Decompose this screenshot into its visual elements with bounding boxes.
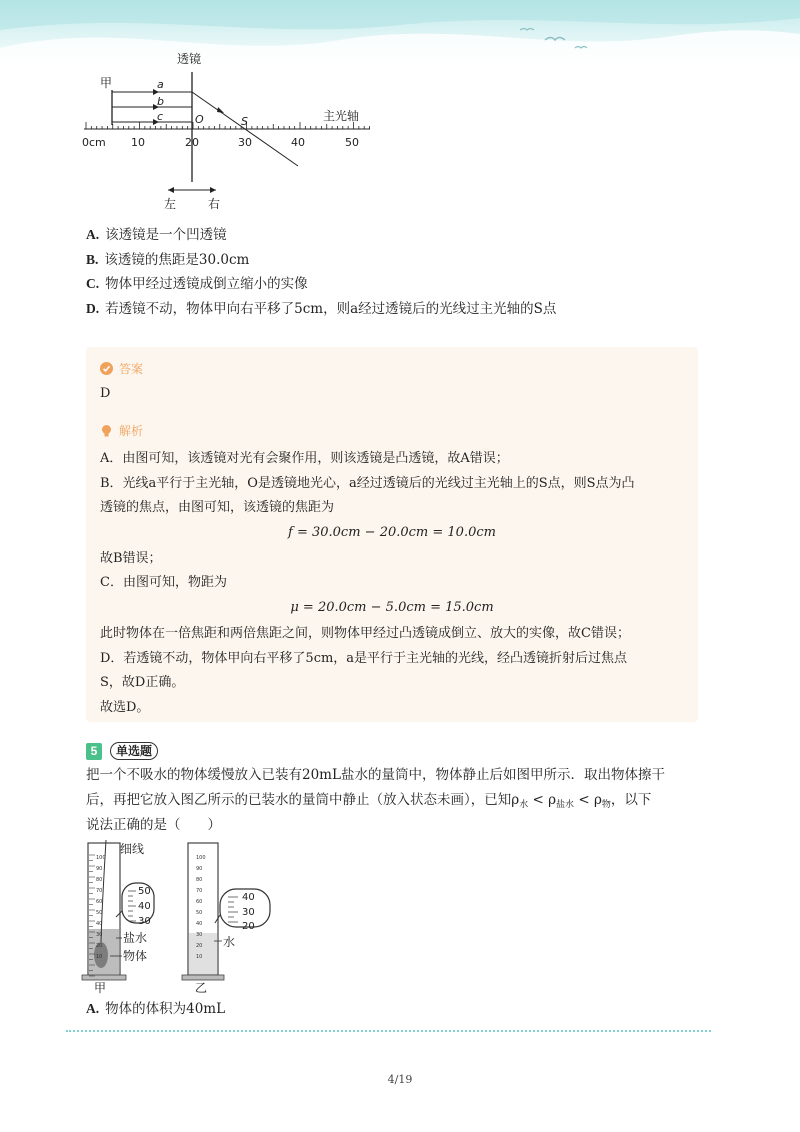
analysis-line: 此时物体在一倍焦距和两倍焦距之间，则物体甲经过凸透镜成倒立、放大的实像，故C错误； — [100, 626, 630, 641]
svg-text:30: 30 — [242, 907, 255, 918]
svg-text:40: 40 — [242, 892, 255, 903]
left-label: 左 — [164, 197, 177, 211]
svg-text:50: 50 — [96, 910, 103, 916]
analysis-line: 故B错误； — [100, 551, 162, 566]
object-label-2: 物体 — [123, 949, 148, 963]
svg-text:10: 10 — [96, 954, 103, 960]
option-c[interactable]: C. 物体甲经过透镜成倒立缩小的实像 — [86, 276, 308, 292]
check-icon — [100, 362, 113, 375]
tick-0: 0cm — [82, 136, 106, 149]
object-label: 甲 — [100, 76, 113, 90]
analysis-line: 透镜的焦点，由图可知，该透镜的焦距为 — [100, 500, 335, 515]
point-s: S — [241, 115, 248, 128]
question-text: 把一个不吸水的物体缓慢放入已装有20mL盐水的量筒中，物体静止后如图甲所示．取出物体擦干 — [86, 767, 665, 783]
svg-text:90: 90 — [96, 866, 103, 872]
svg-text:60: 60 — [96, 899, 103, 905]
svg-text:100: 100 — [196, 855, 206, 861]
answer-tag: 答案 — [100, 360, 143, 377]
ray-b-label: b — [157, 95, 164, 108]
analysis-line: B．光线a平行于主光轴，O是透镜地光心，a经过透镜后的光线过主光轴上的S点，则S点为凸 — [100, 476, 635, 491]
cylinder-right — [182, 843, 224, 980]
tick-10: 10 — [131, 136, 145, 149]
formula-focal: f = 30.0cm − 20.0cm = 10.0cm — [288, 525, 496, 540]
zoom-right — [215, 889, 270, 932]
thread-label: 细线 — [120, 842, 145, 856]
ray-c-label: c — [157, 110, 164, 123]
lightbulb-icon — [100, 424, 113, 438]
question-text: 说法正确的是（ ） — [86, 817, 221, 833]
lens-label: 透镜 — [177, 52, 202, 66]
footer-divider — [66, 1030, 711, 1032]
right-label: 右 — [208, 197, 221, 211]
tick-50: 50 — [345, 136, 359, 149]
option-a-q5[interactable]: A. 物体的体积为40mL — [86, 1001, 226, 1017]
lens-diagram — [78, 50, 378, 215]
svg-text:20: 20 — [96, 943, 103, 949]
question-text: 后，再把它放入图乙所示的已装水的量筒中静止（放入状态未画），已知$\rho_水 < \rho_{盐水} < \rho_物$，以下 — [86, 792, 652, 810]
svg-text:40: 40 — [138, 901, 151, 912]
brine-label: 盐水 — [123, 931, 148, 945]
ray-a-label: a — [157, 78, 164, 91]
cylinder-diagram — [80, 835, 280, 995]
water-label: 水 — [223, 935, 236, 949]
svg-text:30: 30 — [196, 932, 203, 938]
point-o: O — [195, 113, 204, 126]
caption-right: 乙 — [195, 981, 208, 995]
svg-text:50: 50 — [196, 910, 203, 916]
formula-distance: μ = 20.0cm − 5.0cm = 15.0cm — [290, 600, 494, 615]
svg-text:40: 40 — [96, 921, 103, 927]
analysis-line: S，故D正确。 — [100, 675, 185, 690]
zoom-left — [116, 883, 154, 927]
analysis-tag: 解析 — [100, 422, 143, 439]
svg-text:70: 70 — [196, 888, 203, 894]
svg-text:30: 30 — [96, 932, 103, 938]
option-b[interactable]: B. 该透镜的焦距是30.0cm — [86, 252, 250, 268]
svg-text:60: 60 — [196, 899, 203, 905]
svg-text:40: 40 — [196, 921, 203, 927]
svg-text:100: 100 — [96, 855, 106, 861]
svg-text:80: 80 — [96, 877, 103, 883]
svg-text:90: 90 — [196, 866, 203, 872]
tick-40: 40 — [291, 136, 305, 149]
axis-tick-labels — [82, 136, 359, 149]
answer-box — [86, 347, 698, 722]
svg-text:10: 10 — [196, 954, 203, 960]
question-number: 5 — [86, 743, 102, 760]
analysis-line: C．由图可知，物距为 — [100, 575, 227, 590]
answer-value: D — [100, 386, 111, 401]
svg-text:80: 80 — [196, 877, 203, 883]
tick-30: 30 — [238, 136, 252, 149]
tick-20: 20 — [185, 136, 199, 149]
svg-text:20: 20 — [242, 921, 255, 932]
svg-text:70: 70 — [96, 888, 103, 894]
option-d[interactable]: D. 若透镜不动，物体甲向右平移了5cm，则a经过透镜后的光线过主光轴的S点 — [86, 301, 557, 317]
caption-left: 甲 — [94, 981, 107, 995]
svg-text:20: 20 — [196, 943, 203, 949]
question-type-badge: 单选题 — [110, 742, 158, 760]
option-a[interactable]: A. 该透镜是一个凹透镜 — [86, 227, 227, 243]
analysis-line: 故选D。 — [100, 700, 150, 715]
analysis-line: A．由图可知，该透镜对光有会聚作用，则该透镜是凸透镜，故A错误； — [100, 451, 509, 466]
page-number: 4/19 — [387, 1073, 413, 1086]
svg-text:50: 50 — [138, 886, 151, 897]
svg-text:30: 30 — [138, 916, 151, 927]
analysis-line: D．若透镜不动，物体甲向右平移了5cm，a是平行于主光轴的光线，经凸透镜折射后过焦点 — [100, 651, 628, 666]
axis-label: 主光轴 — [323, 109, 360, 123]
